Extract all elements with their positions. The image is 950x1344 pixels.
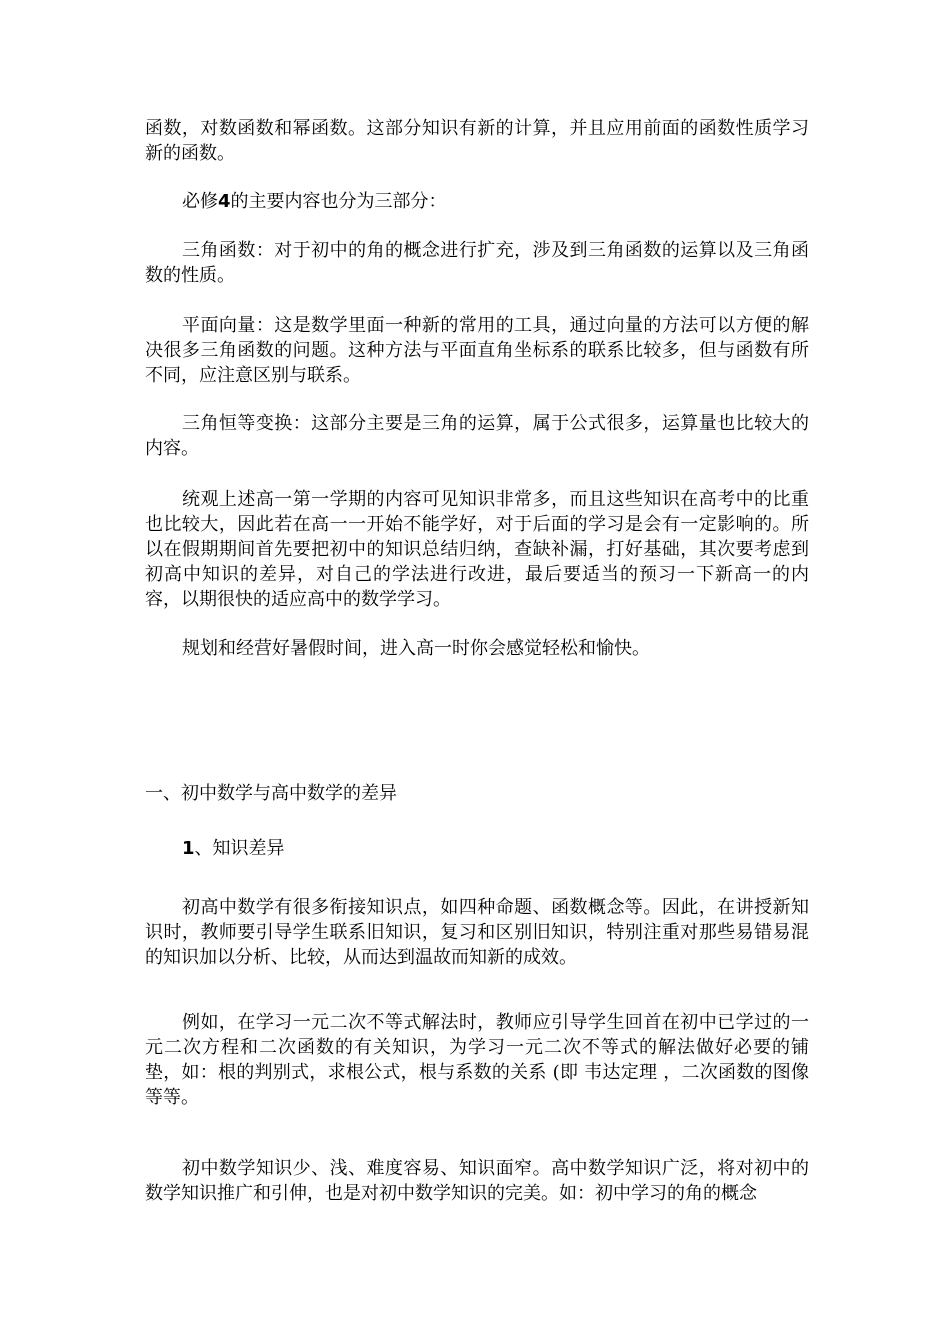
paragraph-function-intro: 函数，对数函数和幂函数。这部分知识有新的计算，并且应用前面的函数性质学习新的函数。 bbox=[145, 118, 809, 164]
required-number: 4 bbox=[218, 191, 231, 212]
subsection-title: 、知识差异 bbox=[194, 838, 285, 859]
paragraph-trig-functions: 三角函数：对于初中的角的概念进行扩充，涉及到三角函数的运算以及三角函数的性质。 bbox=[145, 240, 809, 286]
paragraph-bridging-knowledge: 初高中数学有很多衔接知识点，如四种命题、函数概念等。因此，在讲授新知识时，教师要引导学生联系旧知识，复习和区别旧知识，特别注重对那些易错易混的知识加以分析、比较，从而达到温故而知新的成效。 bbox=[145, 897, 809, 968]
paragraph-required-4-intro bbox=[145, 189, 809, 214]
paragraph-plane-vectors: 平面向量：这是数学里面一种新的常用的工具，通过向量的方法可以方便的解决很多三角函数的问题。这种方法与平面直角坐标系的联系比较多，但与函数有所不同，应注意区别与联系。 bbox=[145, 315, 809, 386]
section-heading: 一、初中数学与高中数学的差异 bbox=[145, 783, 397, 804]
required-rest: 的主要内容也分为三部分： bbox=[230, 191, 447, 212]
required-label: 必修 bbox=[182, 191, 218, 212]
subsection-heading bbox=[145, 836, 809, 861]
paragraph-overview: 统观上述高一第一学期的内容可见知识非常多，而且这些知识在高考中的比重也比较大，因此若在高一一开始不能学好，对于后面的学习是会有一定影响的。所以在假期期间首先要把初中的知识总结归纳，查缺补漏，打好基础，其次要考虑到初高中知识的差异，对自己的学法进行改进，最后要适当的预习一下新高一的内容，以期很快的适应高中的数学学习。 bbox=[145, 489, 809, 610]
paragraph-example-inequality: 例如，在学习一元二次不等式解法时，教师应引导学生回首在初中已学过的一元二次方程和二次函数的有关知识，为学习一元二次不等式的解法做好必要的铺垫，如：根的判别式，求根公式，根与系数的关系 (即 韦达定理 ，二次函数的图像等等。 bbox=[145, 1012, 809, 1108]
paragraph-summer-plan: 规划和经营好暑假时间，进入高一时你会感觉轻松和愉快。 bbox=[182, 638, 650, 659]
paragraph-trig-identities: 三角恒等变换：这部分主要是三角的运算，属于公式很多，运算量也比较大的内容。 bbox=[145, 413, 809, 459]
paragraph-knowledge-scope: 初中数学知识少、浅、难度容易、知识面窄。高中数学知识广泛，将对初中的数学知识推广和引伸，也是对初中数学知识的完美。如：初中学习的角的概念 bbox=[145, 1158, 809, 1204]
subsection-number: 1 bbox=[182, 838, 195, 859]
